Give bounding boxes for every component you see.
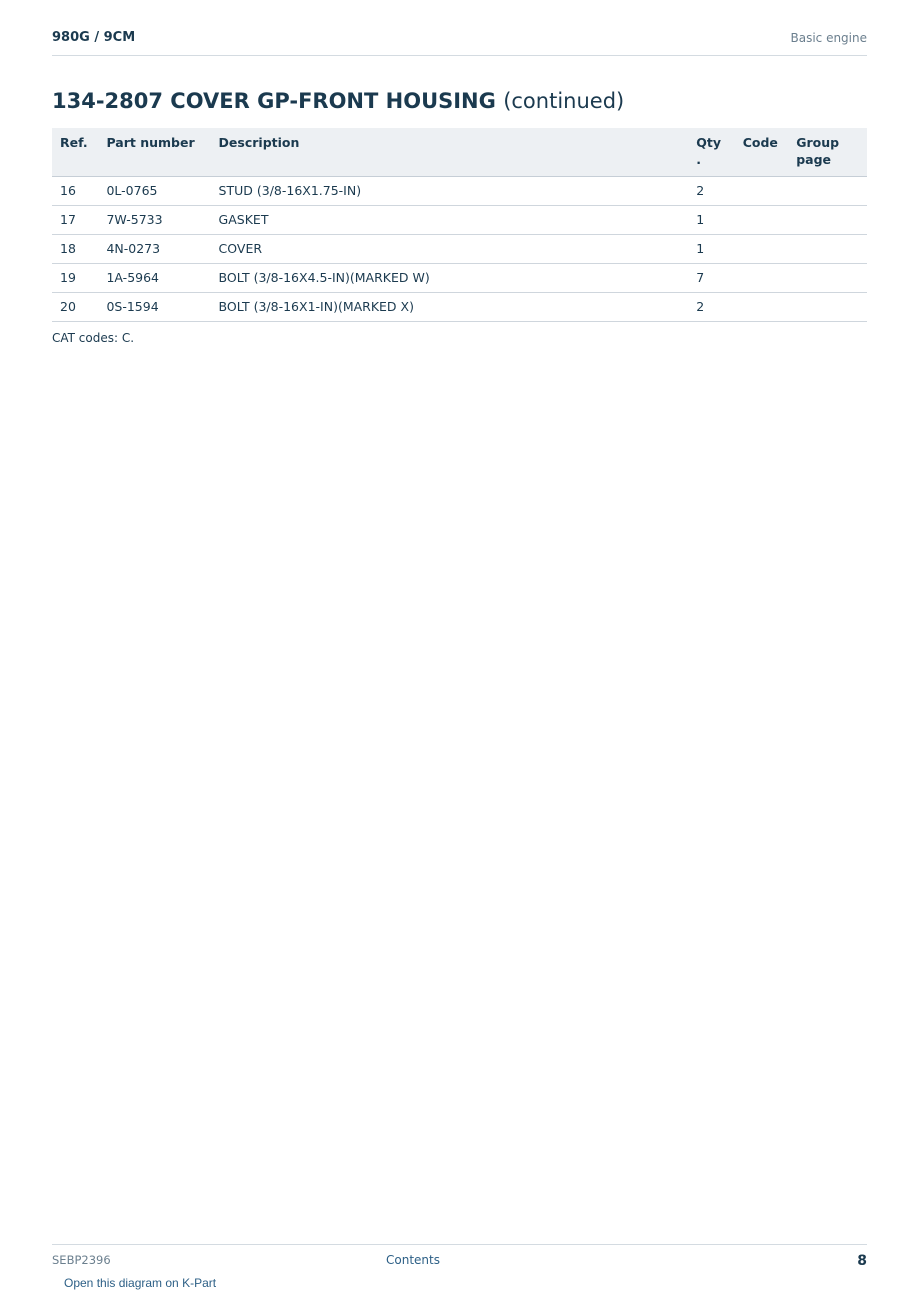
- code-cell: [735, 264, 789, 293]
- part-number-cell: 0L-0765: [98, 177, 210, 206]
- group-page-cell: [788, 177, 867, 206]
- table-row: [52, 206, 867, 235]
- table-row: [52, 293, 867, 322]
- part-number-cell: 7W-5733: [98, 206, 210, 235]
- table-row: [52, 235, 867, 264]
- ref-cell: 16: [52, 177, 98, 206]
- page-footer: [52, 1244, 867, 1275]
- group-page-cell: [788, 293, 867, 322]
- part-number-cell: 0S-1594: [98, 293, 210, 322]
- ref-cell: 18: [52, 235, 98, 264]
- section-label: Basic engine: [790, 31, 867, 45]
- column-header-description: Description: [211, 128, 689, 177]
- part-number-cell: 4N-0273: [98, 235, 210, 264]
- description-cell: BOLT (3/8-16X4.5-IN)(MARKED W): [211, 264, 689, 293]
- qty-cell: 1: [688, 235, 734, 264]
- description-cell: COVER: [211, 235, 689, 264]
- ref-cell: 17: [52, 206, 98, 235]
- page-header: [52, 28, 867, 56]
- table-row: [52, 177, 867, 206]
- kpart-diagram-link[interactable]: Open this diagram on K-Part: [64, 1276, 217, 1290]
- contents-link[interactable]: Contents: [386, 1253, 440, 1267]
- qty-cell: 1: [688, 206, 734, 235]
- group-page-cell: [788, 264, 867, 293]
- group-page-cell: [788, 206, 867, 235]
- table-row: [52, 264, 867, 293]
- title-suffix: (continued): [503, 89, 625, 113]
- column-header-code: Code: [735, 128, 789, 177]
- qty-cell: 2: [688, 293, 734, 322]
- title-main: 134-2807 COVER GP-FRONT HOUSING: [52, 89, 496, 113]
- ref-cell: 19: [52, 264, 98, 293]
- code-cell: [735, 235, 789, 264]
- ref-cell: 20: [52, 293, 98, 322]
- description-cell: BOLT (3/8-16X1-IN)(MARKED X): [211, 293, 689, 322]
- code-cell: [735, 206, 789, 235]
- column-header-qty-text: Qty .: [696, 135, 721, 167]
- column-header-qty: [688, 128, 734, 177]
- document-code: SEBP2396: [52, 1253, 111, 1267]
- qty-cell: 7: [688, 264, 734, 293]
- code-cell: [735, 177, 789, 206]
- part-number-cell: 1A-5964: [98, 264, 210, 293]
- table-header-row: [52, 128, 867, 177]
- page-title: [52, 89, 624, 113]
- column-header-group-page: [788, 128, 867, 177]
- column-header-part-number: Part number: [98, 128, 210, 177]
- code-cell: [735, 293, 789, 322]
- cat-codes-note: CAT codes: C.: [52, 331, 135, 345]
- column-header-ref: Ref.: [52, 128, 98, 177]
- page-number: 8: [857, 1253, 867, 1269]
- description-cell: GASKET: [211, 206, 689, 235]
- group-page-cell: [788, 235, 867, 264]
- column-header-group-page-text: Group page: [796, 135, 840, 167]
- model-label: 980G / 9CM: [52, 30, 136, 45]
- qty-cell: 2: [688, 177, 734, 206]
- description-cell: STUD (3/8-16X1.75-IN): [211, 177, 689, 206]
- parts-table: [52, 128, 867, 322]
